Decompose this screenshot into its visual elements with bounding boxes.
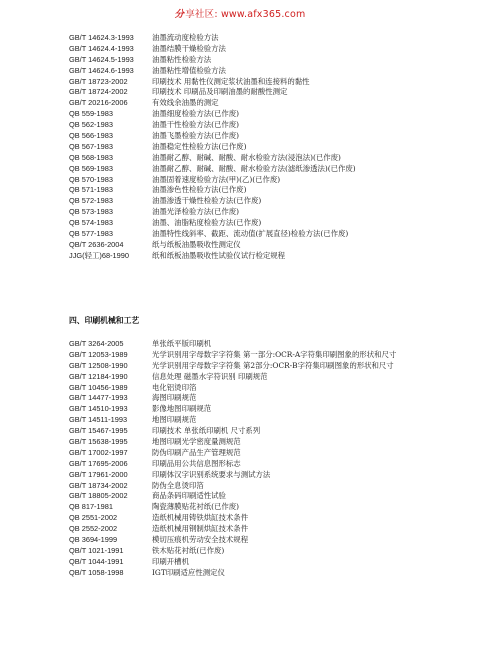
standard-code: GB/T 14477-1993 [69,393,128,403]
standard-code: QB 566-1983 [69,131,113,141]
standard-code: GB/T 14624.5-1993 [69,54,134,64]
list-item [69,524,396,535]
list-item [69,470,396,481]
standard-code: GB/T 12508-1990 [69,360,128,370]
standard-title: 印刷品用公共信息图形标志 [152,458,241,468]
standard-title: 防伪全息烫印箔 [152,480,204,490]
site-url: 享社区: www.afx365.com [185,9,306,20]
standard-title: 陶瓷薄膜贴花衬纸(已作废) [152,502,240,512]
standard-code: GB/T 18724-2002 [69,87,128,97]
standard-code: QB 3694-1999 [69,535,118,545]
standard-code: QB 2552-2002 [69,524,118,534]
list-item [69,361,396,372]
standard-code: GB/T 17961-2000 [69,469,128,479]
standard-code: GB/T 14511-1993 [69,415,128,425]
standard-title: 地图印刷光学密度量测规范 [152,437,241,447]
list-item [69,251,356,262]
standard-code: GB/T 15638-1995 [69,437,128,447]
standard-title: 油墨光泽检验方法(已作废) [152,207,240,217]
standard-code: GB/T 12184-1990 [69,371,128,381]
list-item [69,66,356,77]
standard-code: QB/T 2636-2004 [69,239,124,249]
list-item [69,175,356,186]
standard-title: IGT印刷适应性测定仪 [152,567,225,577]
list-item [69,404,396,415]
standard-code: QB 2551-2002 [69,513,118,523]
list-item [69,77,356,88]
standard-code: GB/T 17002-1997 [69,447,128,457]
standard-title: 油墨耐乙醇、耐碱、耐酸、耐水检验方法(浸泡法)(已作废) [152,152,341,162]
list-item [69,502,396,513]
standard-code: JJG(轻工)68-1990 [69,250,129,260]
list-item [69,339,396,350]
list-item [69,33,356,44]
standard-title: 造纸机械用钢制烘缸技术条件 [152,524,249,534]
list-item [69,491,396,502]
standards-list-ink-testing [69,33,356,262]
list-item [69,513,396,524]
standard-title: 印刷开槽机 [152,556,189,566]
standard-code: GB/T 18723-2002 [69,76,128,86]
list-item [69,218,356,229]
list-item [69,44,356,55]
standard-title: 地图印刷规范 [152,415,197,425]
list-item [69,98,356,109]
standards-list-printing-machinery [69,339,396,579]
list-item [69,185,356,196]
standard-code: QB 573-1983 [69,207,113,217]
standard-code: QB 567-1983 [69,141,113,151]
standard-code: GB/T 12053-1989 [69,349,128,359]
standard-title: 电化铝烫印箔 [152,382,197,392]
list-item [69,120,356,131]
standard-title: 印刷技术 用黏性仪测定浆状油墨和连接料的黏性 [152,76,310,86]
list-item [69,481,396,492]
list-item [69,415,396,426]
list-item [69,229,356,240]
standard-title: 模切压痕机劳动安全技术规程 [152,535,249,545]
standard-title: 有效线余油墨的测定 [152,98,219,108]
standard-code: GB/T 10456-1989 [69,382,128,392]
list-item [69,459,396,470]
list-item [69,372,396,383]
standard-title: 印刷体汉字识别系统要求与测试方法 [152,469,271,479]
standard-code: GB/T 18805-2002 [69,491,128,501]
standard-title: 印刷技术 印刷品及印刷油墨的耐酸性测定 [152,87,288,97]
standard-code: QB/T 1021-1991 [69,545,124,555]
standard-code: GB/T 14510-1993 [69,404,128,414]
standard-title: 光学识别用字母数字字符集 第2部分:OCR-B字符集印刷图象的形状和尺寸 [152,360,394,370]
standard-title: 油墨粘性增值检验方法 [152,65,226,75]
standard-title: 油墨稳定性检验方法(已作废) [152,141,247,151]
standard-title: 油墨结膜干燥检验方法 [152,43,226,53]
standard-title: 油墨固着速度检验方法(甲)(乙)(已作废) [152,174,281,184]
standard-title: 油墨特性线斜率、截距、流动值(扩展直径)检验方法(已作废) [152,229,349,239]
standard-code: GB/T 14624.3-1993 [69,33,134,42]
standard-code: GB/T 15467-1995 [69,426,128,436]
standard-title: 油墨流动度检验方法 [152,33,219,42]
standard-code: QB 562-1983 [69,120,113,130]
standard-title: 防伪印刷产品生产管理规范 [152,447,241,457]
list-item [69,448,396,459]
list-item [69,196,356,207]
list-item [69,546,396,557]
standard-title: 单张纸平版印刷机 [152,339,212,348]
list-item [69,153,356,164]
list-item [69,207,356,218]
standard-code: GB/T 3264-2005 [69,339,124,348]
standard-code: QB 571-1983 [69,185,113,195]
standard-code: GB/T 18734-2002 [69,480,128,490]
list-item [69,383,396,394]
standard-title: 油墨渗色性检验方法(已作废) [152,185,247,195]
standard-title: 光学识别用字母数字字符集 第一部分:OCR-A字符集印刷图象的形状和尺寸 [152,349,397,359]
standard-code: GB/T 14624.6-1993 [69,65,134,75]
standard-code: QB 817-1981 [69,502,113,512]
standard-title: 影像地图印刷规范 [152,404,212,414]
standard-code: GB/T 14624.4-1993 [69,43,134,53]
standard-title: 油墨细度检验方法(已作废) [152,109,240,119]
section-heading: 四、印刷机械和工艺 [69,316,140,325]
list-item [69,164,356,175]
list-item [69,87,356,98]
list-item [69,568,396,579]
standard-title: 造纸机械用铸铁烘缸技术条件 [152,513,249,523]
standard-title: 信息处理 磁墨水字符识别 印刷规范 [152,371,268,381]
standard-code: QB 570-1983 [69,174,113,184]
standard-title: 铁木贴花衬纸(已作废) [152,545,225,555]
site-header [0,6,480,20]
standard-code: GB/T 17695-2006 [69,458,128,468]
standard-title: 商品条码印刷适性试验 [152,491,226,501]
standard-code: QB/T 1058-1998 [69,567,124,577]
standard-code: QB/T 1044-1991 [69,556,124,566]
standard-code: QB 559-1983 [69,109,113,119]
standard-title: 纸与纸板油墨吸收性测定仪 [152,239,241,249]
list-item [69,426,396,437]
standard-title: 印刷技术 单张纸印刷机 尺寸系列 [152,426,261,436]
list-item [69,557,396,568]
list-item [69,535,396,546]
standard-title: 油墨干性检验方法(已作废) [152,120,240,130]
list-item [69,142,356,153]
list-item [69,350,396,361]
list-item [69,55,356,66]
standard-code: QB 577-1983 [69,229,113,239]
standard-title: 海图印刷规范 [152,393,197,403]
standard-title: 油墨飞墨检验方法(已作废) [152,131,240,141]
standard-code: QB 568-1983 [69,152,113,162]
list-item [69,437,396,448]
list-item [69,240,356,251]
list-item [69,109,356,120]
standard-title: 油墨耐乙醇、耐碱、耐酸、耐水检验方法(滤纸渗透法)(已作废) [152,163,356,173]
standard-code: QB 569-1983 [69,163,113,173]
standard-code: QB 572-1983 [69,196,113,206]
standard-code: GB/T 20216-2006 [69,98,128,108]
list-item [69,131,356,142]
standard-title: 油墨、油脂粘度检验方法(已作废) [152,218,262,228]
list-item [69,393,396,404]
standard-title: 纸和纸板油墨吸收性试验仪试行检定规程 [152,250,286,260]
standard-title: 油墨粘性检验方法 [152,54,212,64]
logo-icon: 分 [174,9,185,20]
standard-code: QB 574-1983 [69,218,113,228]
standard-title: 油墨渗透干燥性检验方法(已作废) [152,196,262,206]
